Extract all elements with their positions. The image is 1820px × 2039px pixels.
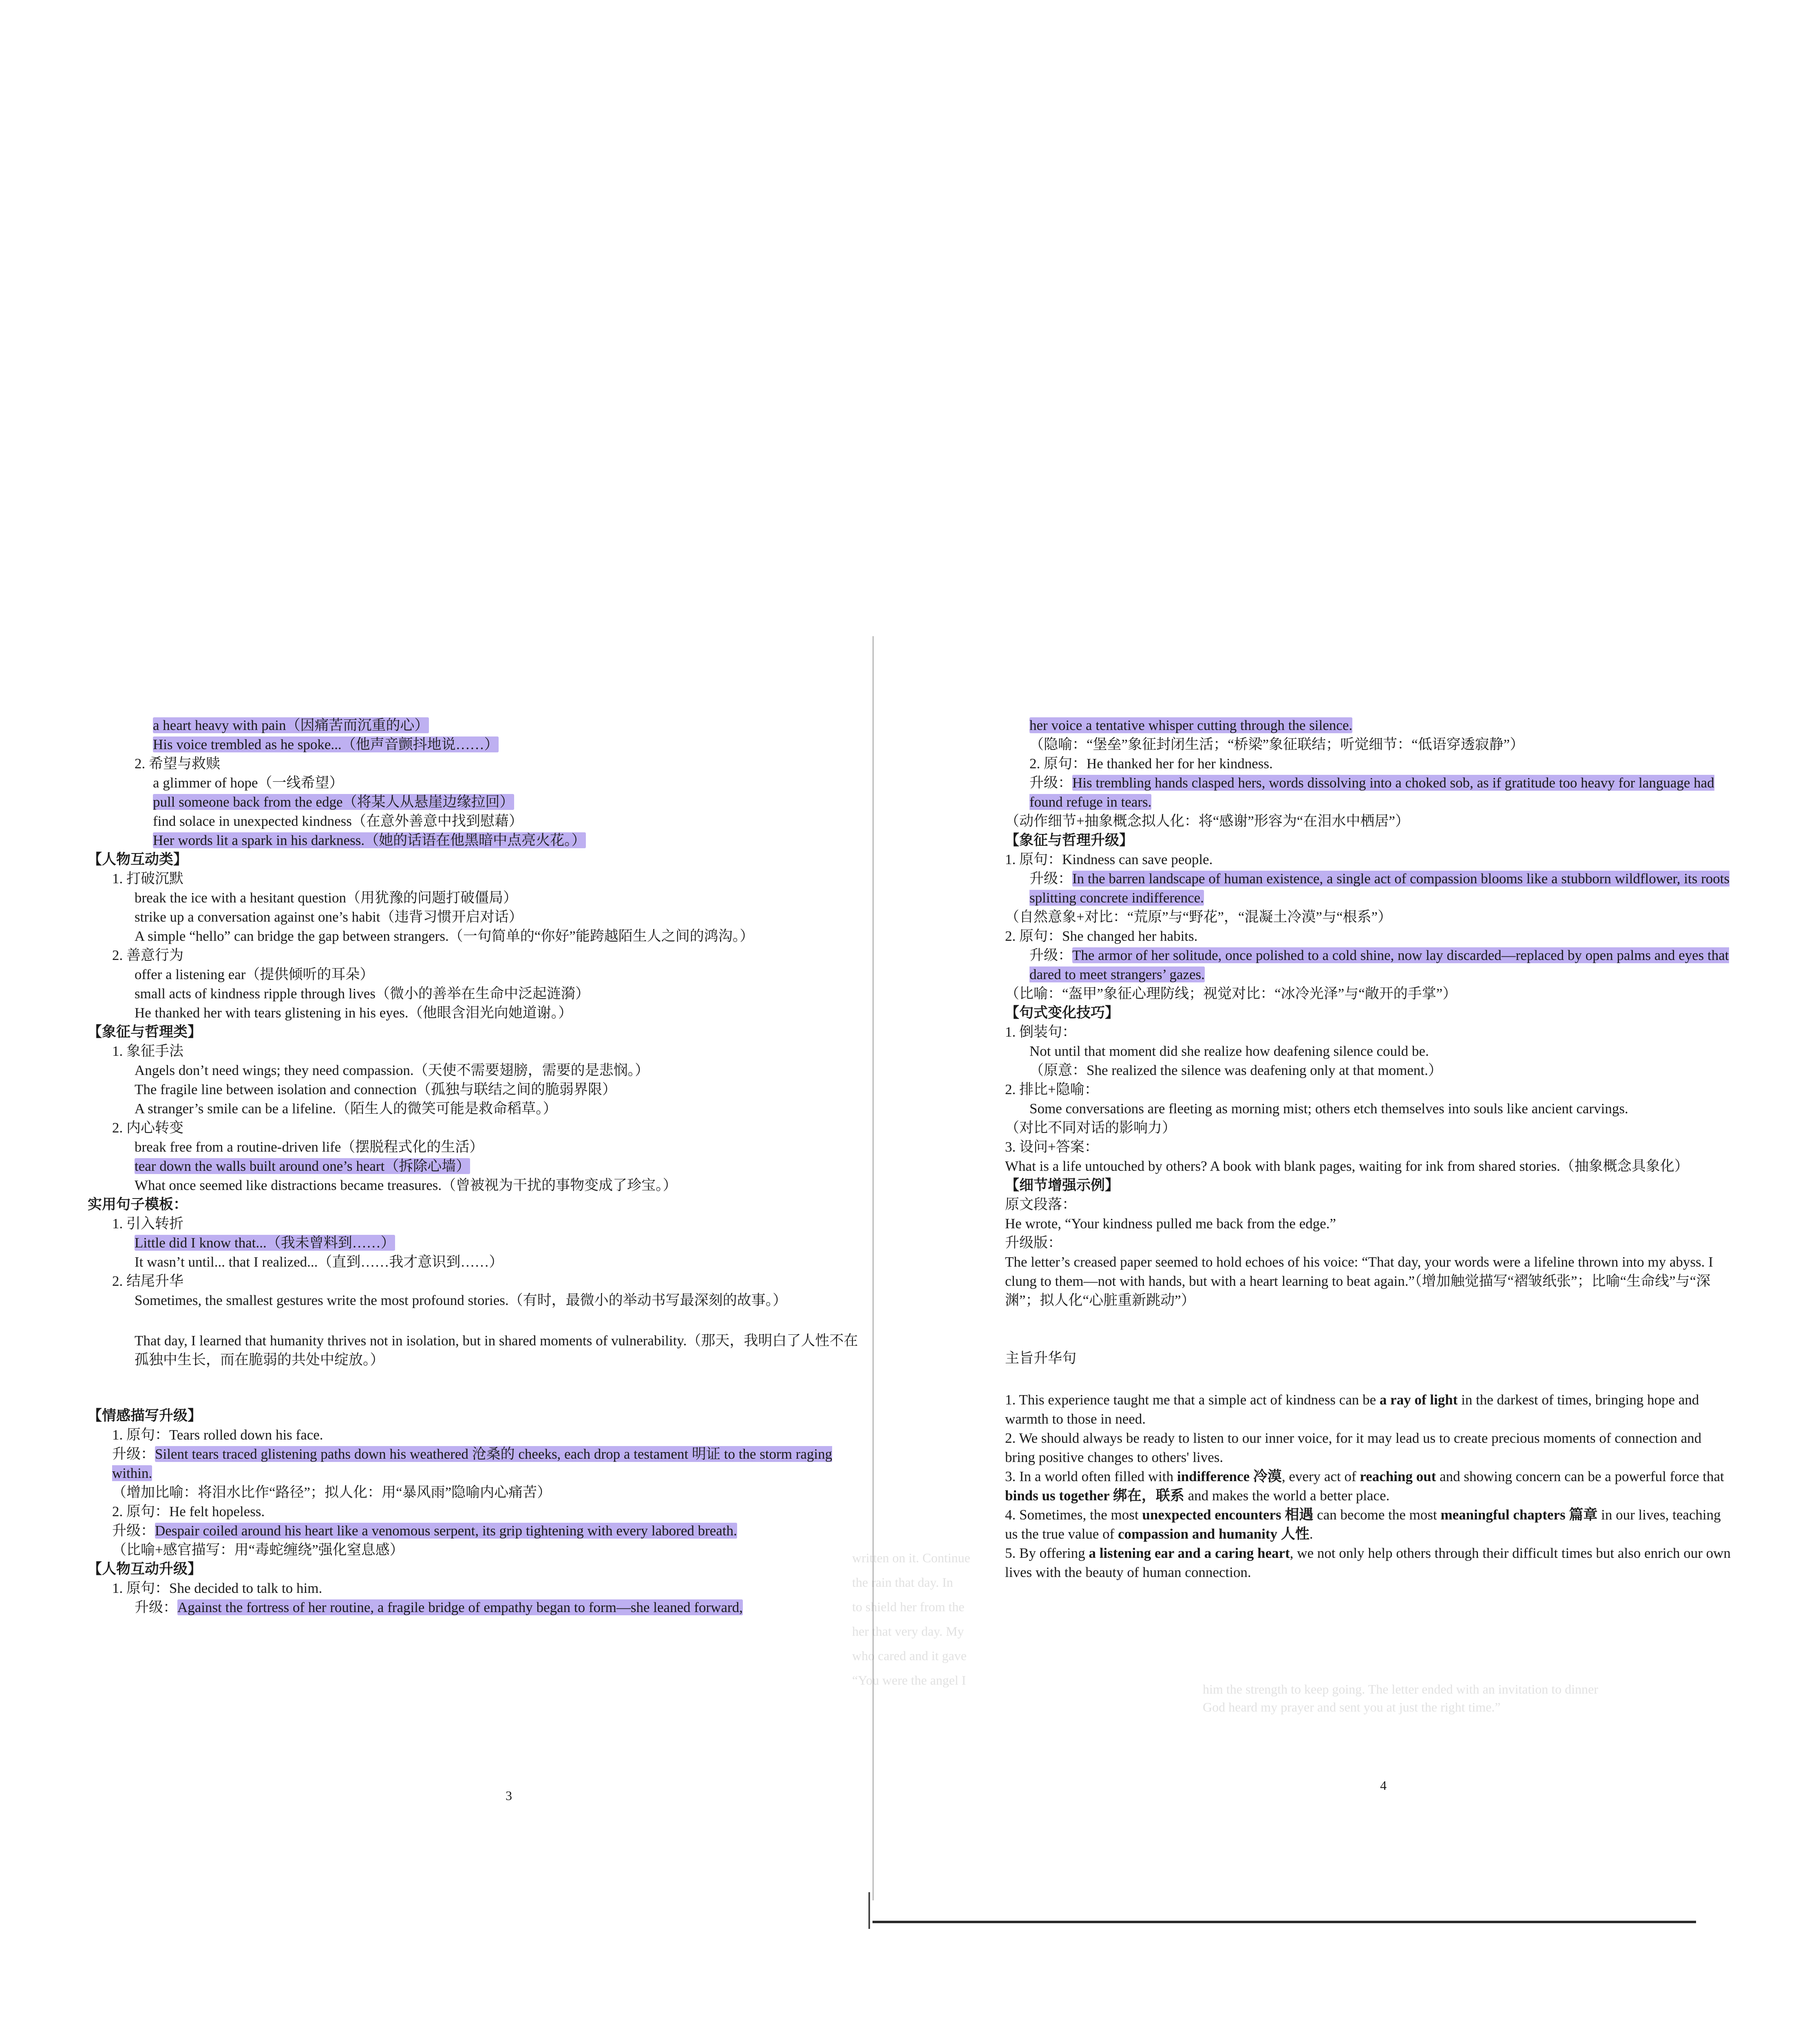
original-sentence: 2. 原句：He thanked her for her kindness. (1029, 756, 1273, 772)
subheading: 1. 引入转折 (112, 1216, 184, 1232)
section-heading: 【细节增强示例】 (1005, 1177, 1120, 1193)
phrase-line: A stranger’s smile can be a lifeline.（陌生人的微笑可能是救命稻草。） (135, 1101, 557, 1117)
phrase-line: strike up a conversation against one’s habit（违背习惯开启对话） (135, 909, 523, 925)
note-line: （增加比喻：将泪水比作“路径”；拟人化：用“暴风雨”隐喻内心痛苦） (112, 1484, 552, 1500)
upgraded-sentence: 升级：His trembling hands clasped hers, words dissolving into a choked sob, as if gratitude too heavy for language had found refuge in tears. (1029, 775, 1714, 810)
phrase-line: His voice trembled as he spoke...（他声音颤抖地说……） (153, 736, 499, 752)
bleed-through-text: written on it. Continue the rain that day. In to shield her from the her that very day. My who cared and it gave “You were the angel I (852, 1550, 970, 1687)
section-heading: 【象征与哲理升级】 (1005, 832, 1134, 848)
label-line: 升级版： (1005, 1235, 1062, 1251)
phrase-line: Her words lit a spark in his darkness.（她的话语在他黑暗中点亮火花。） (153, 832, 586, 848)
note-line: （隐喻：“堡垒”象征封闭生活；“桥梁”象征联结；听觉细节：“低语穿透寂静”） (1029, 736, 1524, 752)
theme-sentence-2: 2. We should always be ready to listen to our inner voice, for it may lead us to create precious moments of connection and bring positive changes to others' lives. (1005, 1430, 1702, 1465)
phrase-line: Angels don’t need wings; they need compassion.（天使不需要翅膀，需要的是悲悯。） (135, 1062, 649, 1078)
subheading: 1. 倒装句： (1005, 1024, 1077, 1040)
page-fold-line (872, 636, 874, 1900)
phrase-line: small acts of kindness ripple through lives（微小的善举在生命中泛起涟漪） (135, 986, 590, 1002)
bottom-edge-line (872, 1921, 1696, 1923)
template-paragraph: That day, I learned that humanity thrives not in isolation, but in shared moments of vulnerability.（那天，我明白了人性不在孤独中生长，而在脆弱的共处中绽放。） (135, 1333, 858, 1368)
note-line: （自然意象+对比：“荒原”与“野花”，“混凝土冷漠”与“根系”） (1005, 909, 1392, 925)
phrase-line: a glimmer of hope（一线希望） (153, 775, 344, 791)
page-number: 4 (1380, 1778, 1387, 1793)
upgraded-sentence: her voice a tentative whisper cutting through the silence. (1029, 717, 1353, 733)
phrase-line: A simple “hello” can bridge the gap between strangers.（一句简单的“你好”能跨越陌生人之间的鸿沟。） (135, 928, 754, 944)
theme-sentence-5: 5. By offering a listening ear and a caring heart, we not only help others through their difficult times but also enrich our own lives with the beauty of human connection. (1005, 1545, 1731, 1580)
subheading: 1. 打破沉默 (112, 871, 184, 887)
example-sentence: Some conversations are fleeting as morning mist; others etch themselves into souls like ancient carvings. (1029, 1101, 1628, 1117)
phrase-line: break free from a routine-driven life（摆脱程式化的生活） (135, 1139, 484, 1155)
subheading: 2. 排比+隐喻： (1005, 1081, 1099, 1097)
phrase-line: a heart heavy with pain（因痛苦而沉重的心） (153, 717, 429, 733)
section-title: 主旨升华句 (1005, 1350, 1077, 1366)
section-heading: 【象征与哲理类】 (88, 1024, 202, 1040)
page-number: 3 (506, 1788, 512, 1803)
section-heading: 【情感描写升级】 (88, 1408, 202, 1424)
subheading: 2. 内心转变 (112, 1120, 184, 1136)
phrase-line: The fragile line between isolation and connection（孤独与联结之间的脆弱界限） (135, 1081, 616, 1097)
section-heading: 【句式变化技巧】 (1005, 1005, 1120, 1021)
fold-tick (868, 1892, 870, 1929)
phrase-line: find solace in unexpected kindness（在意外善意中找到慰藉） (153, 813, 523, 829)
subheading: 2. 结尾升华 (112, 1273, 184, 1289)
original-sentence: 2. 原句：He felt hopeless. (112, 1504, 265, 1519)
theme-sentence-4: 4. Sometimes, the most unexpected encounters 相遇 can become the most meaningful chapters 篇章 in our lives, teaching us the true value of compassion and humanity 人性. (1005, 1507, 1721, 1542)
phrase-line: break the ice with a hesitant question（用犹豫的问题打破僵局） (135, 890, 518, 906)
right-page (1005, 716, 1735, 1582)
section-heading: 【人物互动升级】 (88, 1561, 202, 1577)
template-line: Little did I know that...（我未曾料到……） (135, 1235, 395, 1251)
note-line: （比喻+感官描写：用“毒蛇缠绕”强化窒息感） (112, 1542, 404, 1558)
section-heading: 【人物互动类】 (88, 851, 188, 867)
example-sentence: What is a life untouched by others? A book with blank pages, waiting for ink from shared stories.（抽象概念具象化） (1005, 1158, 1689, 1174)
note-line: （比喻：“盔甲”象征心理防线；视觉对比：“冰冷光泽”与“敞开的手掌”） (1005, 986, 1457, 1002)
bleed-through-text-2: him the strength to keep going. The letter ended with an invitation to dinner God heard my prayer and sent you at just the right time.” (1203, 1682, 1598, 1714)
example-paragraph: The letter’s creased paper seemed to hold echoes of his voice: “That day, your words were a lifeline thrown into my abyss. I clung to them—not with hands, but with a heart learning to beat again.”（增加触觉描写“褶皱纸张”；比喻“生命线”与“深渊”；拟人化“心脏重新跳动”） (1005, 1254, 1713, 1308)
upgraded-sentence: 升级：Silent tears traced glistening paths down his weathered 沧桑的 cheeks, each drop a testament 明证 to the storm raging within. (112, 1446, 833, 1481)
template-paragraph: Sometimes, the smallest gestures write the most profound stories.（有时，最微小的举动书写最深刻的故事。） (135, 1292, 787, 1308)
original-sentence: 1. 原句：She decided to talk to him. (112, 1580, 322, 1596)
subheading: 3. 设问+答案： (1005, 1139, 1099, 1155)
note-line: （对比不同对话的影响力） (1005, 1120, 1177, 1136)
label-line: 原文段落： (1005, 1196, 1077, 1212)
template-line: It wasn’t until... that I realized...（直到……我才意识到……） (135, 1254, 504, 1270)
note-line: （原意：She realized the silence was deafening only at that moment.） (1029, 1062, 1442, 1078)
phrase-line: He thanked her with tears glistening in his eyes.（他眼含泪光向她道谢。） (135, 1005, 573, 1021)
note-line: （动作细节+抽象概念拟人化：将“感谢”形容为“在泪水中栖居”） (1005, 813, 1409, 829)
original-sentence: 2. 原句：She changed her habits. (1005, 928, 1198, 944)
upgraded-sentence: 升级：Despair coiled around his heart like a venomous serpent, its grip tightening with every labored breath. (112, 1523, 737, 1539)
upgraded-sentence: 升级：In the barren landscape of human existence, a single act of compassion blooms like a stubborn wildflower, its roots splitting concrete indifference. (1029, 871, 1730, 906)
subheading: 2. 希望与救赎 (135, 756, 221, 772)
phrase-line: offer a listening ear（提供倾听的耳朵） (135, 966, 374, 982)
original-sentence: 1. 原句：Kindness can save people. (1005, 851, 1213, 867)
example-sentence: Not until that moment did she realize how deafening silence could be. (1029, 1043, 1429, 1059)
upgraded-sentence: 升级：Against the fortress of her routine, a fragile bridge of empathy began to form—she leaned forward, (135, 1599, 743, 1615)
theme-sentence-1: 1. This experience taught me that a simple act of kindness can be a ray of light in the darkest of times, bringing hope and warmth to those in need. (1005, 1392, 1699, 1427)
example-sentence: He wrote, “Your kindness pulled me back from the edge.” (1005, 1216, 1336, 1232)
left-page (88, 716, 862, 1617)
phrase-line: What once seemed like distractions became treasures.（曾被视为干扰的事物变成了珍宝。） (135, 1177, 677, 1193)
phrase-line: pull someone back from the edge（将某人从悬崖边缘拉回） (153, 794, 514, 810)
original-sentence: 1. 原句：Tears rolled down his face. (112, 1427, 323, 1443)
subheading: 2. 善意行为 (112, 947, 184, 963)
phrase-line: tear down the walls built around one’s heart（拆除心墙） (135, 1158, 470, 1174)
subheading: 1. 象征手法 (112, 1043, 184, 1059)
upgraded-sentence: 升级：The armor of her solitude, once polished to a cold shine, now lay discarded—replaced by open palms and eyes that dared to meet strangers’ gazes. (1029, 947, 1729, 982)
theme-sentence-3: 3. In a world often filled with indifference 冷漠, every act of reaching out and showing concern can be a powerful force that binds us together 绑在，联系 and makes the world a better place. (1005, 1468, 1724, 1504)
section-heading: 实用句子模板： (88, 1196, 188, 1212)
